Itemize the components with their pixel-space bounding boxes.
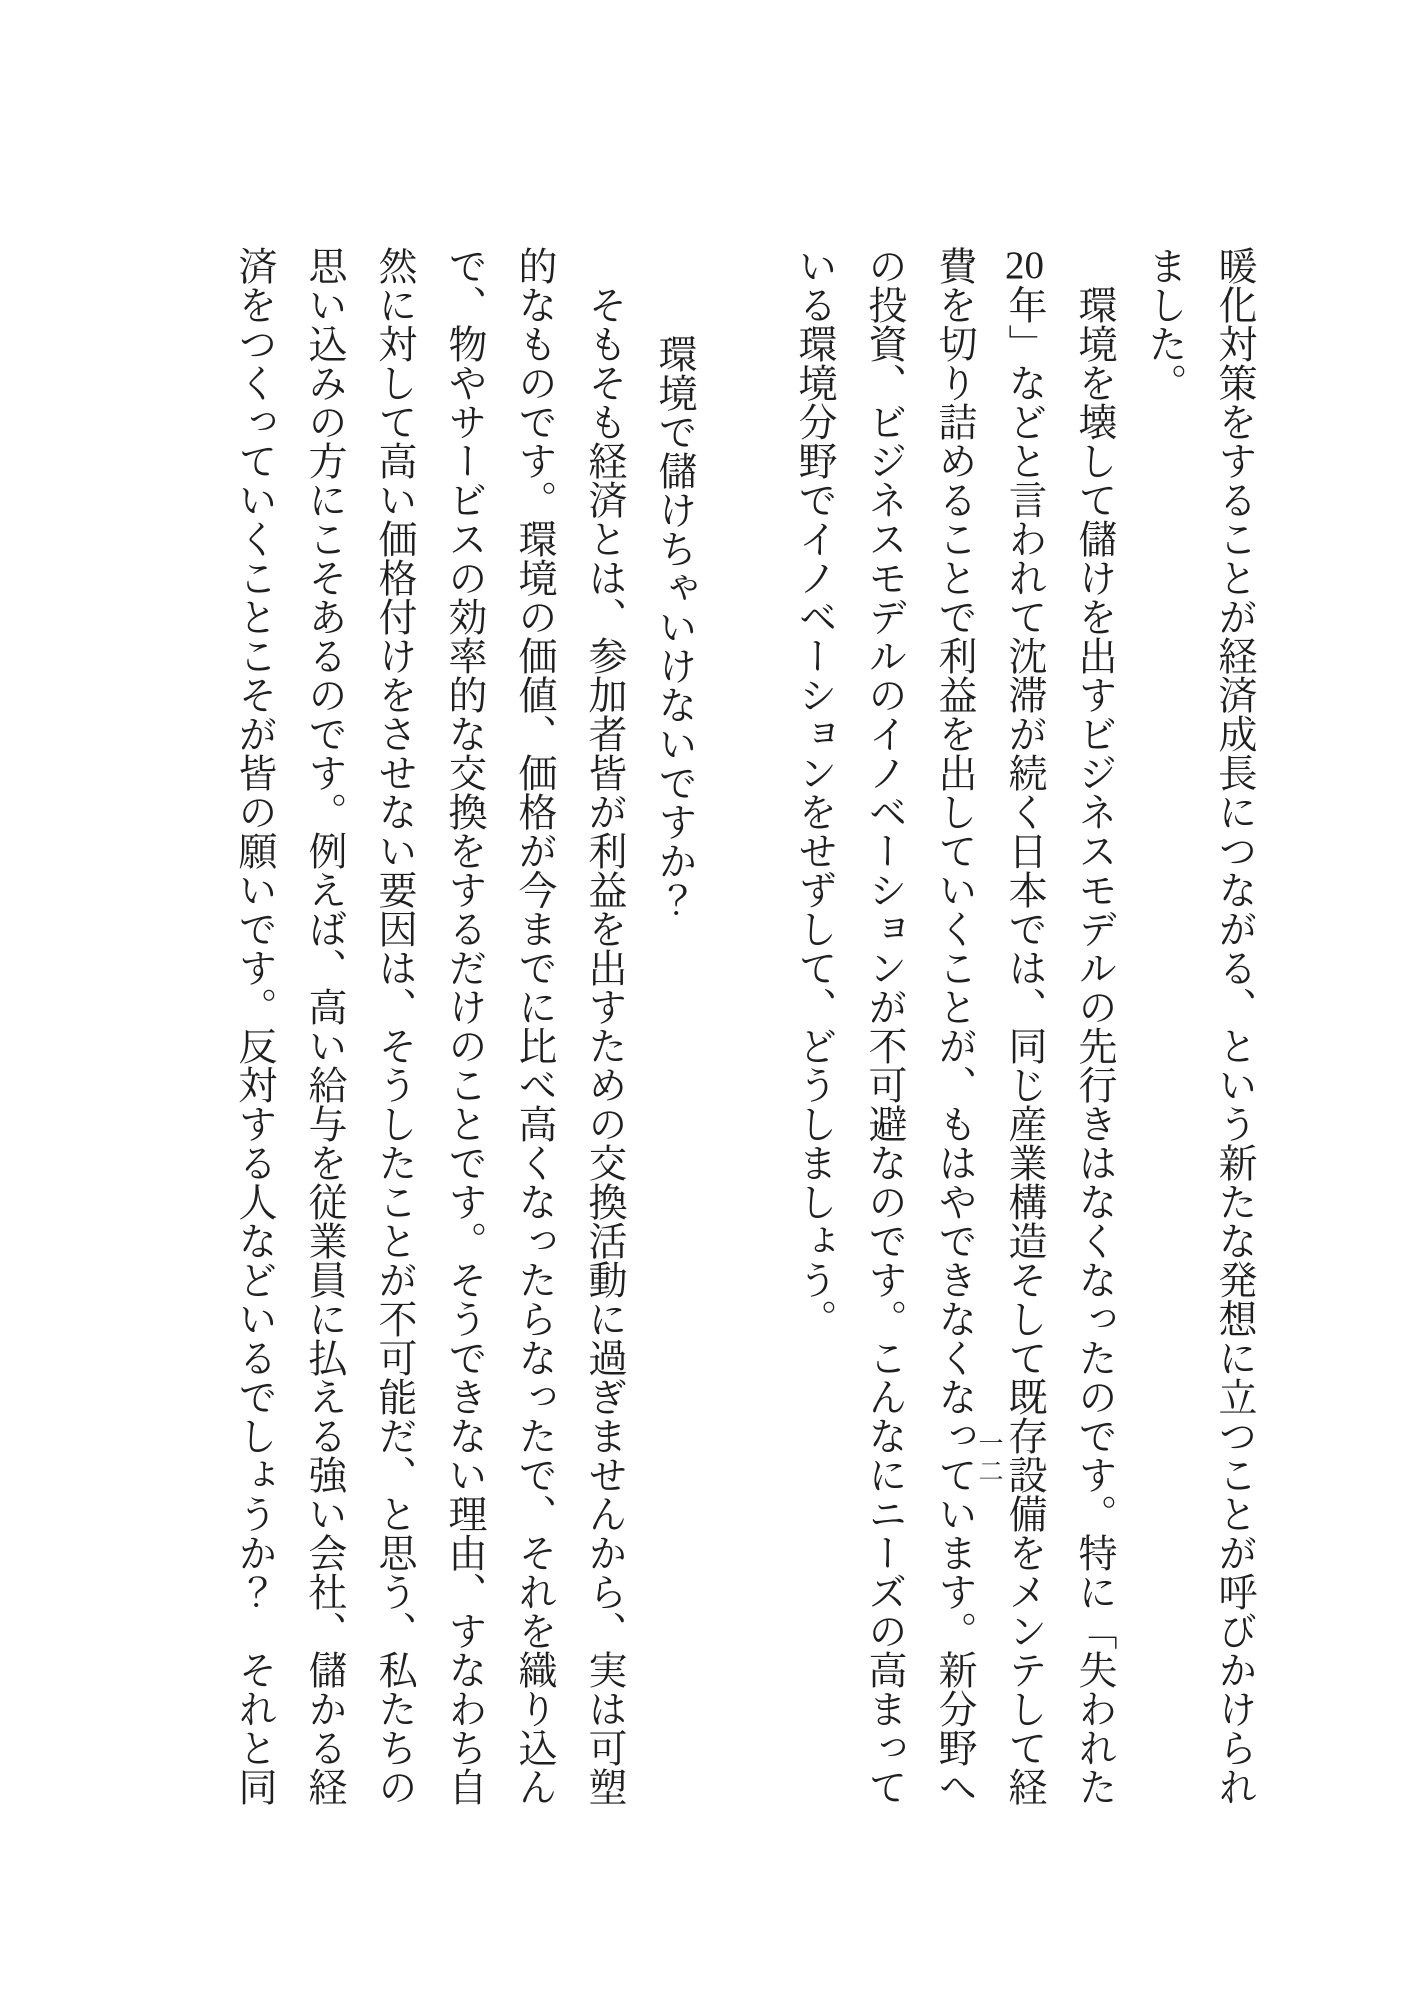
section-heading: 環境で儲けちゃいけないですか？ — [653, 334, 696, 919]
paragraph-segment-post: 年」などと言われて沈滞が続く日本では、同じ産業構造そして既存設備をメンテして経費を切り詰めることで利益を出していくことが、もはやできなくなっています。新分野への投資、ビジネスモデルのイノベーションが不可避なのです。こんなにニーズの高まっている環境分野でイノベーションをせずして、どうしましょう。 — [793, 246, 1046, 1806]
paragraph-segment-pre: 環境を壊して儲けを出すビジネスモデルの先行きはなくなったのです。特に「失われた — [1073, 285, 1116, 1806]
page-text-block — [219, 246, 1269, 1806]
paragraph-continued-from-previous-page: 暖化対策をすることが経済成長につながる、という新たな発想に立つことが呼びかけられました。 — [1143, 246, 1256, 1806]
tatechuyoko-number: 20 — [1005, 246, 1044, 285]
paragraph-environment-business — [779, 246, 1129, 1806]
page-number: 一二 — [975, 1430, 1002, 1486]
paragraph-economy-as-exchange: そもそも経済とは、参加者皆が利益を出すための交換活動に過ぎませんから、実は可塑的なものです。環境の価値、価格が今までに比べ高くなったらなったで、それを織り込んで、物やサービスの効率的な交換をするだけのことです。そうできない理由、すなわち自然に対して高い価格付けをさせない要因は、そうしたことが不可能だ、と思う、私たちの思い込みの方にこそあるのです。例えば、高い給与を従業員に払える強い会社、儲かる経済をつくっていくことこそが皆の願いです。反対する人などいるでしょうか？ それと同 — [233, 246, 626, 1806]
